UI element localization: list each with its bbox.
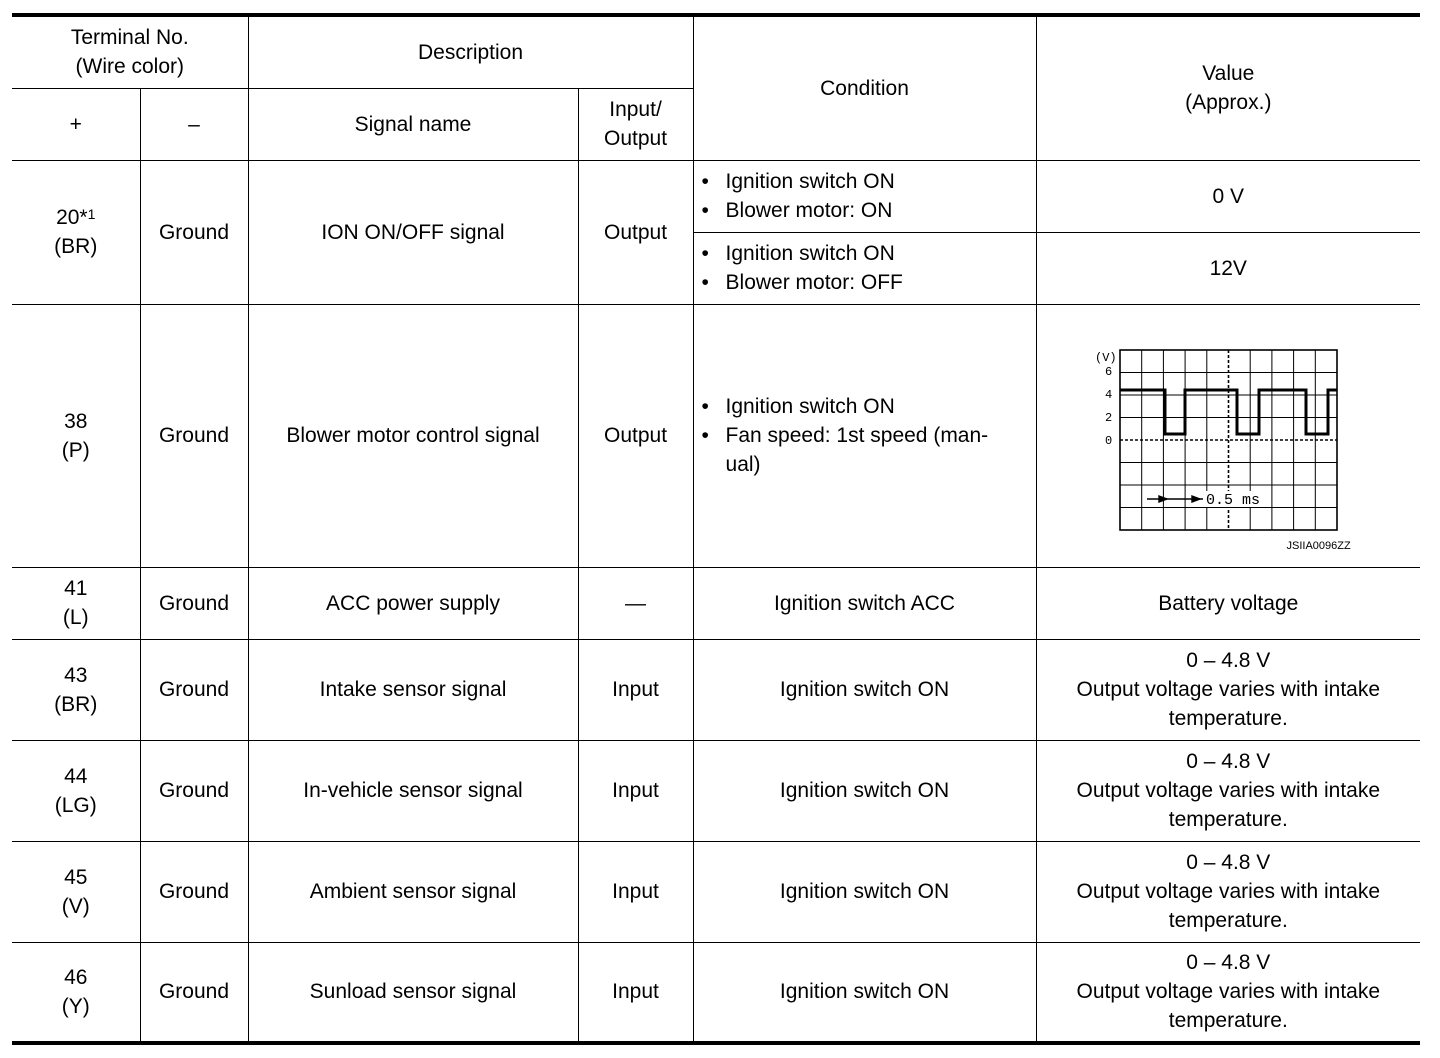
condition-bullet: • Blower motor: ON [702,196,1028,225]
value-cell: 0 – 4.8 V Output voltage varies with intake temperature. [1036,740,1420,841]
value-cell: 12V [1036,232,1420,304]
waveform-y-label: 2 [1104,410,1112,425]
value-cell: 0 – 4.8 V Output voltage varies with intake temperature. [1036,942,1420,1043]
signal-name-cell: In-vehicle sensor signal [248,740,578,841]
io-cell: Input [578,740,693,841]
condition-bullet: • Blower motor: OFF [702,268,1028,297]
signal-name-cell: Blower motor control signal [248,304,578,567]
signal-name-header: Signal name [248,88,578,160]
waveform-y-label: 6 [1104,364,1112,379]
ground-cell: Ground [140,304,248,567]
condition-bullet: • Ignition switch ON [702,239,1028,268]
ground-cell: Ground [140,639,248,740]
io-header: Input/ Output [578,88,693,160]
condition-bullet: • Fan speed: 1st speed (man- ual) [702,421,1028,479]
condition-bullet: • Ignition switch ON [702,392,1028,421]
table-row [12,567,1420,639]
table-row [12,160,1420,232]
signal-name-cell: Ambient sensor signal [248,841,578,942]
terminal-cell: 38 (P) [12,304,140,567]
condition-cell: Ignition switch ON [693,740,1036,841]
waveform-figure [1037,305,1421,567]
condition-cell: Ignition switch ON [693,639,1036,740]
oscilloscope-waveform [1087,343,1347,543]
table-row [12,841,1420,942]
value-header: Value (Approx.) [1036,15,1420,160]
table-row [12,639,1420,740]
ground-cell: Ground [140,160,248,304]
waveform-time-label: 0.5 ms [1205,491,1260,509]
table-row [12,304,1420,567]
terminal-spec-table [12,13,1420,1045]
condition-cell [693,232,1036,304]
condition-cell [693,160,1036,232]
value-cell [1036,304,1420,567]
condition-cell: Ignition switch ON [693,841,1036,942]
value-cell: 0 – 4.8 V Output voltage varies with intake temperature. [1036,639,1420,740]
io-cell: — [578,567,693,639]
figure-code: JSIIA0096ZZ [1286,539,1351,552]
plus-header: + [12,88,140,160]
terminal-cell: 41 (L) [12,567,140,639]
signal-name-cell: ION ON/OFF signal [248,160,578,304]
condition-bullet: • Ignition switch ON [702,167,1028,196]
io-cell: Output [578,160,693,304]
waveform-y-label: 4 [1104,387,1112,402]
header-row-1 [12,15,1420,88]
table-row [12,942,1420,1043]
value-cell: 0 – 4.8 V Output voltage varies with intake temperature. [1036,841,1420,942]
description-header: Description [248,15,693,88]
terminal-cell: 20*$^1$ (BR) [12,160,140,304]
signal-name-cell: Sunload sensor signal [248,942,578,1043]
terminal-cell: 43 (BR) [12,639,140,740]
ground-cell: Ground [140,841,248,942]
terminal-header: Terminal No. (Wire color) [12,15,248,88]
io-cell: Output [578,304,693,567]
signal-name-cell: Intake sensor signal [248,639,578,740]
waveform-unit-label: (V) [1094,350,1117,365]
condition-cell: Ignition switch ON [693,942,1036,1043]
ground-cell: Ground [140,942,248,1043]
value-cell: Battery voltage [1036,567,1420,639]
condition-cell [693,304,1036,567]
value-cell: 0 V [1036,160,1420,232]
io-cell: Input [578,942,693,1043]
io-cell: Input [578,639,693,740]
table-row [12,740,1420,841]
waveform-y-label: 0 [1104,433,1112,448]
ground-cell: Ground [140,567,248,639]
terminal-cell: 46 (Y) [12,942,140,1043]
terminal-cell: 44 (LG) [12,740,140,841]
signal-name-cell: ACC power supply [248,567,578,639]
terminal-cell: 45 (V) [12,841,140,942]
ground-cell: Ground [140,740,248,841]
minus-header: – [140,88,248,160]
condition-header: Condition [693,15,1036,160]
condition-cell: Ignition switch ACC [693,567,1036,639]
io-cell: Input [578,841,693,942]
